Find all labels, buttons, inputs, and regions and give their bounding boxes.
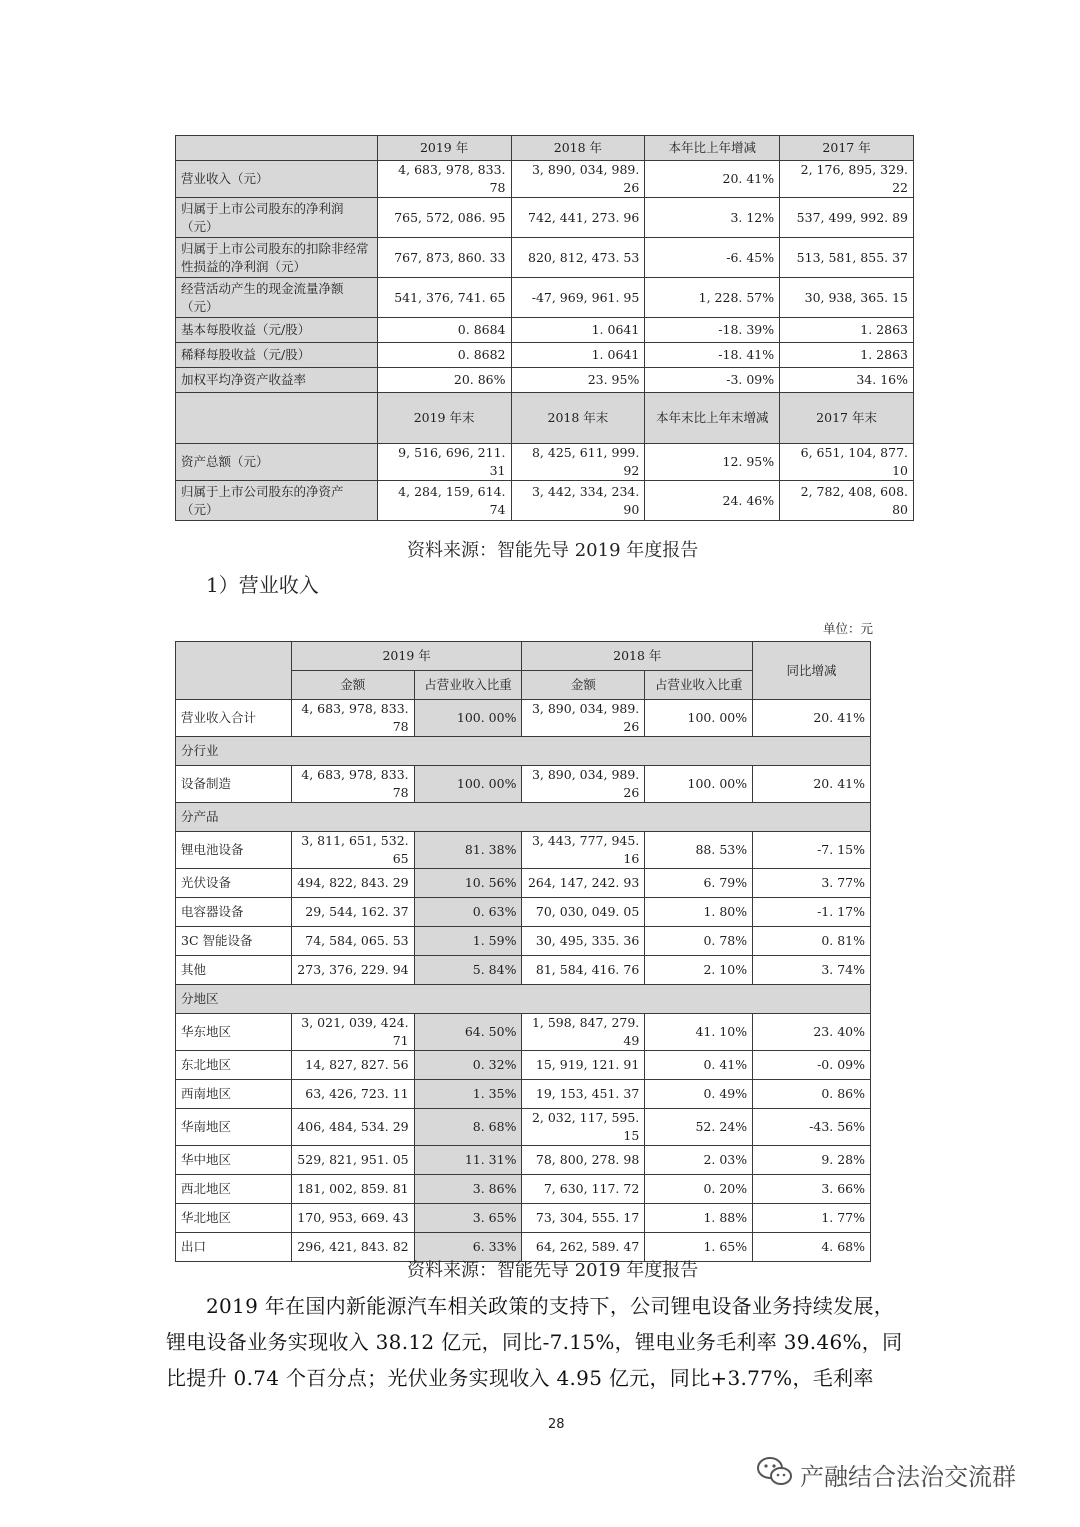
table-row <box>176 318 914 343</box>
yoy-change: 3. 74% <box>753 956 871 985</box>
amount-2018: 64, 262, 589. 47 <box>522 1233 645 1262</box>
table-row <box>176 1051 871 1080</box>
row-label: 经营活动产生的现金流量净额（元） <box>176 278 378 318</box>
value-2017: 34. 16% <box>780 368 914 393</box>
row-label: 稀释每股收益（元/股） <box>176 343 378 368</box>
table-row <box>176 1080 871 1109</box>
share-2019: 100. 00% <box>414 700 522 737</box>
share-2018: 41. 10% <box>645 1014 753 1051</box>
yoy-change: 0. 86% <box>753 1080 871 1109</box>
value-change: -18. 39% <box>645 318 780 343</box>
amount-2019: 4, 683, 978, 833. 78 <box>291 766 414 803</box>
row-label: 归属于上市公司股东的净资产（元） <box>176 481 378 521</box>
table-row <box>176 1146 871 1175</box>
value-2017: 6, 651, 104, 877. 10 <box>780 444 914 481</box>
value-change: 20. 41% <box>645 161 780 198</box>
value-change: 12. 95% <box>645 444 780 481</box>
column-header: 本年末比上年末增减 <box>645 393 780 444</box>
section-row <box>176 985 871 1014</box>
share-2018: 100. 00% <box>645 700 753 737</box>
share-2018: 6. 79% <box>645 869 753 898</box>
value-2019: 0. 8684 <box>377 318 511 343</box>
amount-2019: 273, 376, 229. 94 <box>291 956 414 985</box>
share-2018: 1. 80% <box>645 898 753 927</box>
row-label: 3C 智能设备 <box>176 927 292 956</box>
value-change: -6. 45% <box>645 238 780 278</box>
value-2019: 4, 284, 159, 614. 74 <box>377 481 511 521</box>
table-row <box>176 1175 871 1204</box>
header-2019: 2019 年 <box>291 642 522 671</box>
share-2018: 0. 41% <box>645 1051 753 1080</box>
amount-2018: 7, 630, 117. 72 <box>522 1175 645 1204</box>
amount-2018: 19, 153, 451. 37 <box>522 1080 645 1109</box>
header-amount-2018: 金额 <box>522 671 645 700</box>
value-2017: 2, 782, 408, 608. 80 <box>780 481 914 521</box>
row-label: 锂电池设备 <box>176 832 292 869</box>
row-label: 光伏设备 <box>176 869 292 898</box>
corner-cell <box>176 642 292 700</box>
share-2018: 0. 78% <box>645 927 753 956</box>
column-header <box>176 136 378 161</box>
source-note-2: 资料来源：智能先导 2019 年度报告 <box>407 1260 699 1281</box>
column-header: 2017 年末 <box>780 393 914 444</box>
column-header <box>176 393 378 444</box>
value-2017: 1. 2863 <box>780 318 914 343</box>
column-header: 2019 年末 <box>377 393 511 444</box>
amount-2019: 3, 021, 039, 424. 71 <box>291 1014 414 1051</box>
amount-2019: 74, 584, 065. 53 <box>291 927 414 956</box>
revenue-breakdown-table <box>175 641 871 1262</box>
row-label: 加权平均净资产收益率 <box>176 368 378 393</box>
amount-2019: 494, 822, 843. 29 <box>291 869 414 898</box>
header-row <box>176 393 914 444</box>
yoy-change: 23. 40% <box>753 1014 871 1051</box>
section-row <box>176 803 871 832</box>
table-row <box>176 481 914 521</box>
table-row <box>176 161 914 198</box>
amount-2018: 3, 890, 034, 989. 26 <box>522 766 645 803</box>
share-2018: 100. 00% <box>645 766 753 803</box>
value-2019: 765, 572, 086. 95 <box>377 198 511 238</box>
paragraph-line-3: 比提升 0.74 个百分点；光伏业务实现收入 4.95 亿元，同比+3.77%，毛利率 <box>166 1366 874 1390</box>
share-2019: 100. 00% <box>414 766 522 803</box>
yoy-change: 20. 41% <box>753 700 871 737</box>
share-2019: 8. 68% <box>414 1109 522 1146</box>
amount-2019: 3, 811, 651, 532. 65 <box>291 832 414 869</box>
table-row <box>176 956 871 985</box>
yoy-change: -0. 09% <box>753 1051 871 1080</box>
row-label: 其他 <box>176 956 292 985</box>
yoy-change: 0. 81% <box>753 927 871 956</box>
share-2019: 10. 56% <box>414 869 522 898</box>
amount-2018: 30, 495, 335. 36 <box>522 927 645 956</box>
table-row <box>176 869 871 898</box>
table-row <box>176 898 871 927</box>
header-yoy: 同比增减 <box>753 642 871 700</box>
row-label: 营业收入合计 <box>176 700 292 737</box>
share-2019: 6. 33% <box>414 1233 522 1262</box>
amount-2019: 296, 421, 843. 82 <box>291 1233 414 1262</box>
value-2019: 0. 8682 <box>377 343 511 368</box>
share-2018: 0. 20% <box>645 1175 753 1204</box>
value-change: 1, 228. 57% <box>645 278 780 318</box>
row-label: 华北地区 <box>176 1204 292 1233</box>
share-2019: 5. 84% <box>414 956 522 985</box>
yoy-change: 3. 66% <box>753 1175 871 1204</box>
row-label: 西北地区 <box>176 1175 292 1204</box>
yoy-change: 9. 28% <box>753 1146 871 1175</box>
value-2019: 4, 683, 978, 833. 78 <box>377 161 511 198</box>
value-2017: 1. 2863 <box>780 343 914 368</box>
row-label: 资产总额（元） <box>176 444 378 481</box>
value-2019: 20. 86% <box>377 368 511 393</box>
source-note-1: 资料来源：智能先导 2019 年度报告 <box>407 540 699 561</box>
row-label: 设备制造 <box>176 766 292 803</box>
column-header: 2018 年 <box>511 136 645 161</box>
table-row <box>176 927 871 956</box>
row-label: 华中地区 <box>176 1146 292 1175</box>
yoy-change: 4. 68% <box>753 1233 871 1262</box>
amount-2019: 63, 426, 723. 11 <box>291 1080 414 1109</box>
value-2017: 537, 499, 992. 89 <box>780 198 914 238</box>
share-2018: 2. 03% <box>645 1146 753 1175</box>
section-title: 分行业 <box>176 737 871 766</box>
amount-2018: 1, 598, 847, 279. 49 <box>522 1014 645 1051</box>
share-2019: 3. 65% <box>414 1204 522 1233</box>
section-title: 分地区 <box>176 985 871 1014</box>
share-2018: 1. 88% <box>645 1204 753 1233</box>
amount-2019: 29, 544, 162. 37 <box>291 898 414 927</box>
column-header: 2018 年末 <box>511 393 645 444</box>
value-2018: 23. 95% <box>511 368 645 393</box>
table-row <box>176 278 914 318</box>
row-label: 华东地区 <box>176 1014 292 1051</box>
table-row <box>176 1014 871 1051</box>
value-2019: 767, 873, 860. 33 <box>377 238 511 278</box>
header-share-2018: 占营业收入比重 <box>645 671 753 700</box>
table-row <box>176 832 871 869</box>
share-2019: 0. 63% <box>414 898 522 927</box>
value-2019: 9, 516, 696, 211. 31 <box>377 444 511 481</box>
row-label: 东北地区 <box>176 1051 292 1080</box>
amount-2019: 529, 821, 951. 05 <box>291 1146 414 1175</box>
amount-2018: 81, 584, 416. 76 <box>522 956 645 985</box>
column-header: 2019 年 <box>377 136 511 161</box>
value-2018: 3, 890, 034, 989. 26 <box>511 161 645 198</box>
value-2017: 30, 938, 365. 15 <box>780 278 914 318</box>
amount-2019: 14, 827, 827. 56 <box>291 1051 414 1080</box>
header-amount-2019: 金额 <box>291 671 414 700</box>
amount-2018: 73, 304, 555. 17 <box>522 1204 645 1233</box>
amount-2019: 4, 683, 978, 833. 78 <box>291 700 414 737</box>
column-header: 2017 年 <box>780 136 914 161</box>
header-2018: 2018 年 <box>522 642 753 671</box>
paragraph-line-1: 2019 年在国内新能源汽车相关政策的支持下，公司锂电设备业务持续发展， <box>206 1294 895 1318</box>
value-2018: 3, 442, 334, 234. 90 <box>511 481 645 521</box>
yoy-change: -43. 56% <box>753 1109 871 1146</box>
value-2018: 742, 441, 273. 96 <box>511 198 645 238</box>
table-row <box>176 1109 871 1146</box>
key-financials-table <box>175 135 914 521</box>
yoy-change: 1. 77% <box>753 1204 871 1233</box>
amount-2019: 181, 002, 859. 81 <box>291 1175 414 1204</box>
share-2019: 81. 38% <box>414 832 522 869</box>
value-2017: 513, 581, 855. 37 <box>780 238 914 278</box>
amount-2018: 3, 890, 034, 989. 26 <box>522 700 645 737</box>
share-2018: 2. 10% <box>645 956 753 985</box>
unit-label: 单位：元 <box>823 621 874 636</box>
table-row <box>176 343 914 368</box>
share-2018: 1. 65% <box>645 1233 753 1262</box>
value-2017: 2, 176, 895, 329. 22 <box>780 161 914 198</box>
share-2019: 0. 32% <box>414 1051 522 1080</box>
share-2018: 88. 53% <box>645 832 753 869</box>
table-row <box>176 766 871 803</box>
row-label: 营业收入（元） <box>176 161 378 198</box>
value-2018: 8, 425, 611, 999. 92 <box>511 444 645 481</box>
amount-2018: 3, 443, 777, 945. 16 <box>522 832 645 869</box>
share-2019: 1. 35% <box>414 1080 522 1109</box>
share-2019: 11. 31% <box>414 1146 522 1175</box>
value-change: 3. 12% <box>645 198 780 238</box>
value-change: 24. 46% <box>645 481 780 521</box>
amount-2019: 170, 953, 669. 43 <box>291 1204 414 1233</box>
header-share-2019: 占营业收入比重 <box>414 671 522 700</box>
row-label: 归属于上市公司股东的净利润（元） <box>176 198 378 238</box>
row-label: 华南地区 <box>176 1109 292 1146</box>
table-row <box>176 238 914 278</box>
section-row <box>176 737 871 766</box>
yoy-change: 3. 77% <box>753 869 871 898</box>
table-row <box>176 444 914 481</box>
page-number: 28 <box>548 1417 565 1432</box>
section-heading: 1）营业收入 <box>206 573 319 597</box>
table-row <box>176 1204 871 1233</box>
amount-2018: 78, 800, 278. 98 <box>522 1146 645 1175</box>
row-label: 电容器设备 <box>176 898 292 927</box>
share-2019: 1. 59% <box>414 927 522 956</box>
value-2018: 1. 0641 <box>511 343 645 368</box>
yoy-change: -1. 17% <box>753 898 871 927</box>
wechat-chat-icon <box>756 1455 794 1489</box>
amount-2018: 15, 919, 121. 91 <box>522 1051 645 1080</box>
value-2019: 541, 376, 741. 65 <box>377 278 511 318</box>
header-row <box>176 136 914 161</box>
value-change: -18. 41% <box>645 343 780 368</box>
share-2018: 52. 24% <box>645 1109 753 1146</box>
column-header: 本年比上年增减 <box>645 136 780 161</box>
value-2018: 820, 812, 473. 53 <box>511 238 645 278</box>
amount-2019: 406, 484, 534. 29 <box>291 1109 414 1146</box>
table-row <box>176 368 914 393</box>
amount-2018: 264, 147, 242. 93 <box>522 869 645 898</box>
section-title: 分产品 <box>176 803 871 832</box>
amount-2018: 70, 030, 049. 05 <box>522 898 645 927</box>
row-label: 西南地区 <box>176 1080 292 1109</box>
value-change: -3. 09% <box>645 368 780 393</box>
row-label: 基本每股收益（元/股） <box>176 318 378 343</box>
row-label: 出口 <box>176 1233 292 1262</box>
share-2018: 0. 49% <box>645 1080 753 1109</box>
amount-2018: 2, 032, 117, 595. 15 <box>522 1109 645 1146</box>
watermark-text: 产融结合法治交流群 <box>800 1463 1016 1491</box>
row-label: 归属于上市公司股东的扣除非经常性损益的净利润（元） <box>176 238 378 278</box>
share-2019: 64. 50% <box>414 1014 522 1051</box>
table-row <box>176 700 871 737</box>
value-2018: 1. 0641 <box>511 318 645 343</box>
yoy-change: 20. 41% <box>753 766 871 803</box>
value-2018: -47, 969, 961. 95 <box>511 278 645 318</box>
yoy-change: -7. 15% <box>753 832 871 869</box>
paragraph-line-2: 锂电设备业务实现收入 38.12 亿元，同比-7.15%，锂电业务毛利率 39.46%，同 <box>166 1330 903 1354</box>
share-2019: 3. 86% <box>414 1175 522 1204</box>
table-row <box>176 198 914 238</box>
